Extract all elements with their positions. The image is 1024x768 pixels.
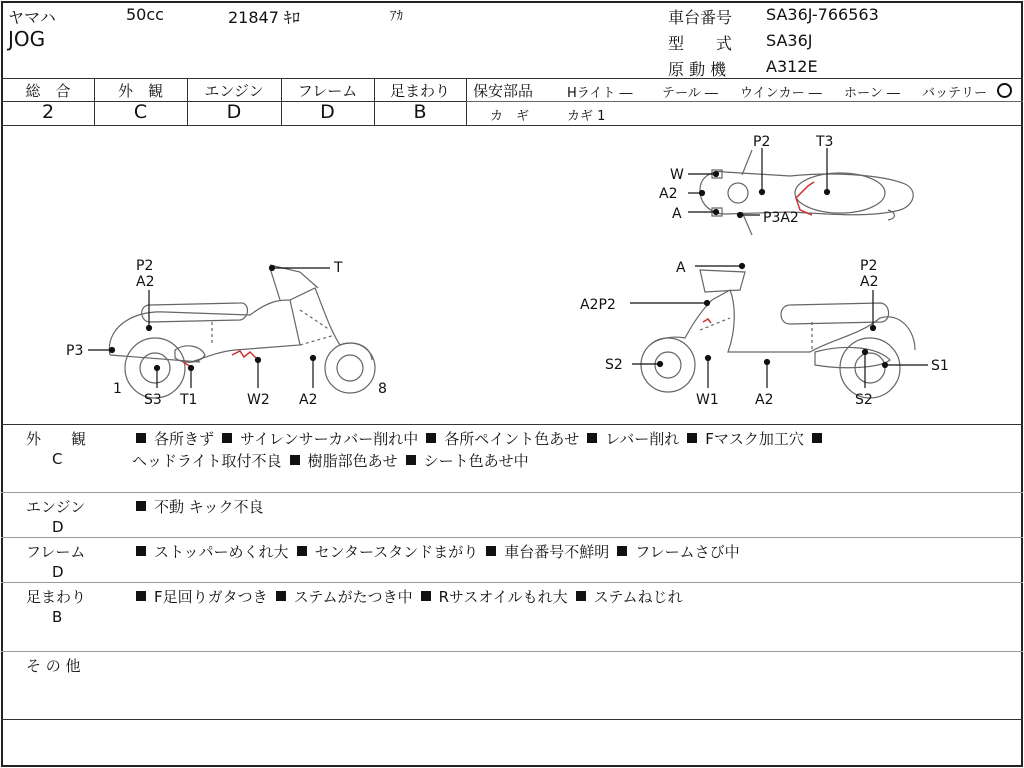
label-left-t1: T1	[180, 392, 198, 408]
remark-grade: C	[52, 450, 63, 468]
label-left-p2: P2	[136, 258, 154, 274]
remark-item: 各所ペイント色あせ	[444, 430, 580, 448]
remark-item: サイレンサーカバー削れ中	[240, 430, 419, 448]
bullet-square-icon	[290, 455, 300, 465]
model-name: JOG	[8, 27, 46, 51]
label-left-a2b: A2	[299, 392, 318, 408]
bullet-square-icon	[812, 433, 822, 443]
battery-ok-circle-icon	[997, 83, 1012, 98]
bullet-square-icon	[426, 433, 436, 443]
safety-battery: バッテリー	[922, 86, 988, 101]
remark-line	[130, 541, 742, 564]
frame-no: SA36J-766563	[766, 5, 879, 24]
label-right-s2: S2	[605, 357, 623, 373]
overall-label: 総 合	[25, 82, 71, 100]
label-right-a2: A2	[860, 274, 879, 290]
remark-line	[132, 450, 531, 473]
frame-grade-label: フレーム	[297, 82, 358, 100]
bullet-square-icon	[136, 501, 146, 511]
safety-horn: ホーン ―	[844, 86, 900, 101]
bullet-square-icon	[136, 546, 146, 556]
remark-title: 足まわり	[26, 588, 87, 606]
engine-value: A312E	[766, 57, 818, 76]
safety-winker: ウインカー ―	[740, 86, 822, 101]
remark-item: ステムがたつき中	[293, 588, 413, 606]
safety-label: 保安部品	[473, 82, 534, 100]
engine-label: 原 動 機	[668, 60, 727, 79]
scooter-top-view	[700, 150, 913, 235]
remark-item: Rサスオイルもれ大	[438, 588, 568, 606]
bullet-square-icon	[136, 591, 146, 601]
remark-item: シート色あせ中	[423, 452, 529, 470]
label-left-t: T	[334, 260, 343, 276]
remark-item: 各所きず	[154, 430, 215, 448]
label-top-p3a2: P3A2	[763, 210, 799, 226]
label-right-s1: S1	[931, 358, 949, 374]
remark-item: センタースタンドまがり	[314, 543, 479, 561]
remark-item: フレームさび中	[635, 543, 740, 561]
remark-item: 不動 キック不良	[154, 498, 264, 516]
remark-title: 外 観	[26, 430, 87, 448]
remark-item: 樹脂部色あせ	[307, 452, 398, 470]
displacement: 50cc	[126, 5, 164, 24]
label-right-p2: P2	[860, 258, 878, 274]
label-top-w: W	[670, 167, 684, 183]
type-value: SA36J	[766, 31, 813, 50]
bullet-square-icon	[297, 546, 307, 556]
bullet-square-icon	[587, 433, 597, 443]
key-count: カギ 1	[567, 109, 606, 124]
bullet-square-icon	[136, 433, 146, 443]
bullet-square-icon	[421, 591, 431, 601]
mileage: 21847 ｷﾛ	[228, 8, 300, 27]
maker: ヤマハ	[8, 8, 56, 27]
label-right-a2b: A2	[755, 392, 774, 408]
bullet-square-icon	[617, 546, 627, 556]
label-right-s2b: S2	[855, 392, 873, 408]
key-label: カ ギ	[490, 109, 530, 124]
overall-grade: 2	[41, 101, 55, 123]
remark-item: F足回りガタつき	[154, 588, 268, 606]
damage-mark-w2	[232, 351, 256, 358]
label-top-a: A	[672, 206, 682, 222]
frame-grade: D	[320, 101, 335, 123]
remark-item: レバー削れ	[605, 430, 680, 448]
remark-item: ヘッドライト取付不良	[132, 452, 282, 470]
bullet-square-icon	[276, 591, 286, 601]
label-right-a: A	[676, 260, 686, 276]
bullet-square-icon	[486, 546, 496, 556]
remark-item: ストッパーめくれ大	[154, 543, 289, 561]
remark-item: 車台番号不鮮明	[504, 543, 610, 561]
remark-item: ステムねじれ	[593, 588, 683, 606]
label-left-a2: A2	[136, 274, 155, 290]
safety-tail: テール ―	[662, 86, 718, 101]
label-left-w2: W2	[247, 392, 270, 408]
type-label: 型 式	[668, 34, 733, 53]
remark-line	[130, 496, 265, 519]
remark-grade: D	[52, 518, 64, 536]
label-left-1: 1	[113, 381, 122, 397]
label-left-8: 8	[378, 381, 387, 397]
label-top-a2: A2	[659, 186, 678, 202]
damage-mark-a2p2	[703, 319, 711, 323]
suspension-grade: B	[413, 101, 427, 123]
remark-title: フレーム	[26, 543, 86, 561]
frame-no-label: 車台番号	[668, 8, 733, 27]
bullet-square-icon	[687, 433, 697, 443]
remark-grade: D	[52, 563, 64, 581]
suspension-label: 足まわり	[389, 82, 450, 100]
engine-grade: D	[226, 101, 242, 123]
remark-item: Fマスク加工穴	[705, 430, 804, 448]
bullet-square-icon	[576, 591, 586, 601]
safety-headlight: Hライト ―	[567, 86, 633, 101]
label-top-p2: P2	[753, 134, 771, 150]
label-top-t3: T3	[816, 134, 834, 150]
label-right-w1: W1	[696, 392, 719, 408]
remark-title: そ の 他	[26, 657, 81, 675]
exterior-label: 外 観	[117, 82, 163, 100]
remark-line	[130, 586, 685, 609]
engine-grade-label: エンジン	[204, 82, 264, 100]
bullet-square-icon	[406, 455, 416, 465]
label-left-s3: S3	[144, 392, 162, 408]
color: ｱｶ	[390, 9, 403, 24]
damage-diagram	[0, 126, 1024, 424]
remark-title: エンジン	[26, 498, 86, 516]
bullet-square-icon	[222, 433, 232, 443]
exterior-grade: C	[133, 101, 148, 123]
remark-line	[130, 428, 830, 451]
remark-grade: B	[52, 608, 63, 626]
label-left-p3: P3	[66, 343, 84, 359]
label-right-a2p2: A2P2	[580, 297, 616, 313]
